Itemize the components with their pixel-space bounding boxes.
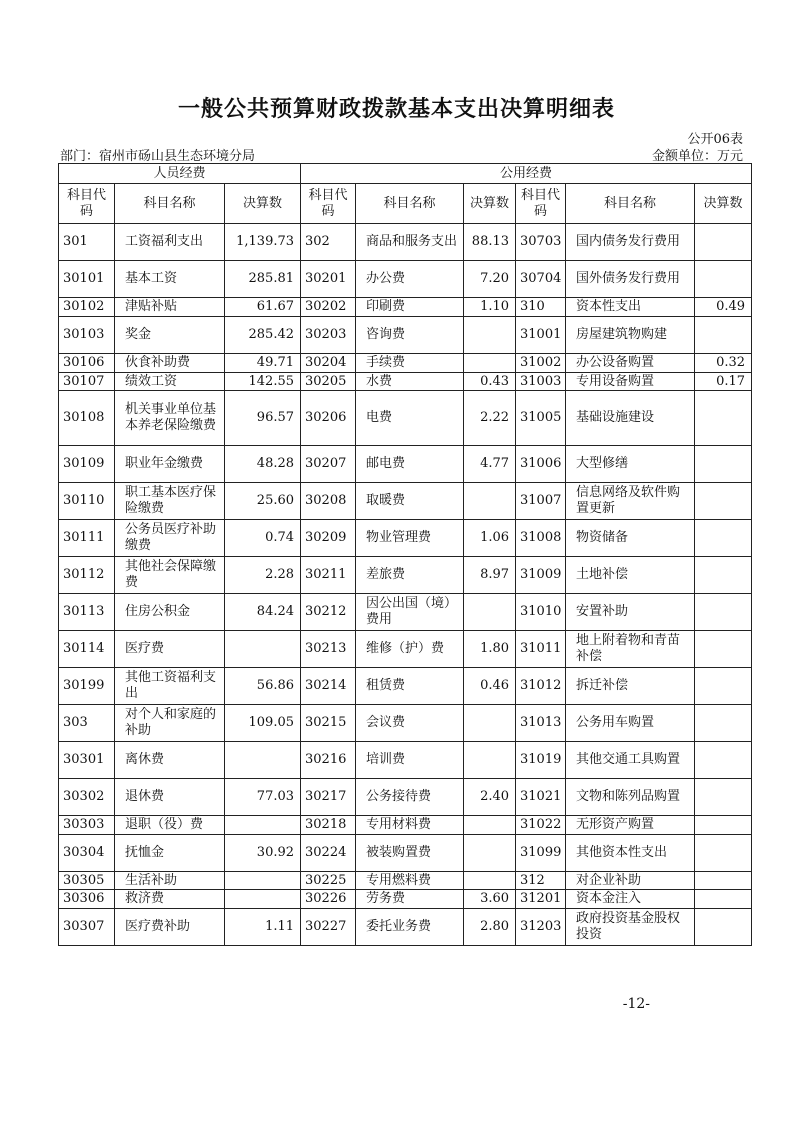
cell-amount: 84.24 [225, 594, 301, 631]
cell-code: 30208 [301, 483, 356, 520]
cell-name: 因公出国（境）费用 [356, 594, 464, 631]
cell-code: 301 [59, 224, 115, 261]
cell-code: 31099 [516, 835, 566, 872]
cell-amount: 0.74 [225, 520, 301, 557]
cell-amount [464, 317, 516, 354]
cell-code: 30207 [301, 446, 356, 483]
cell-name: 印刷费 [356, 298, 464, 317]
table-row [59, 557, 752, 594]
table-row [59, 705, 752, 742]
cell-code: 31007 [516, 483, 566, 520]
cell-name: 办公设备购置 [566, 354, 695, 373]
cell-code: 30209 [301, 520, 356, 557]
cell-name: 离休费 [115, 742, 225, 779]
department-label: 部门：宿州市砀山县生态环境分局 [60, 149, 256, 164]
col-header-name: 科目名称 [356, 184, 464, 224]
cell-name: 其他社会保障缴费 [115, 557, 225, 594]
cell-amount [695, 520, 752, 557]
cell-name: 拆迁补偿 [566, 668, 695, 705]
cell-amount: 25.60 [225, 483, 301, 520]
cell-name: 物业管理费 [356, 520, 464, 557]
cell-name: 医疗费补助 [115, 909, 225, 946]
cell-amount: 8.97 [464, 557, 516, 594]
cell-name: 对个人和家庭的补助 [115, 705, 225, 742]
cell-code: 30199 [59, 668, 115, 705]
cell-amount: 285.81 [225, 261, 301, 298]
cell-name: 国外债务发行费用 [566, 261, 695, 298]
cell-name: 委托业务费 [356, 909, 464, 946]
cell-name: 救济费 [115, 890, 225, 909]
cell-name: 生活补助 [115, 872, 225, 890]
cell-name: 退职（役）费 [115, 816, 225, 835]
cell-name: 国内债务发行费用 [566, 224, 695, 261]
cell-amount [695, 391, 752, 446]
cell-name: 其他交通工具购置 [566, 742, 695, 779]
cell-code: 30304 [59, 835, 115, 872]
cell-code: 30103 [59, 317, 115, 354]
cell-amount [225, 872, 301, 890]
cell-amount: 109.05 [225, 705, 301, 742]
cell-amount: 0.32 [695, 354, 752, 373]
cell-amount [695, 742, 752, 779]
cell-code: 30224 [301, 835, 356, 872]
cell-amount [695, 224, 752, 261]
cell-name: 培训费 [356, 742, 464, 779]
table-row [59, 909, 752, 946]
cell-amount: 142.55 [225, 373, 301, 391]
table-row [59, 373, 752, 391]
table-row [59, 872, 752, 890]
cell-name: 土地补偿 [566, 557, 695, 594]
amount-unit-label: 金额单位：万元 [651, 149, 743, 164]
cell-code: 31002 [516, 354, 566, 373]
cell-amount [695, 779, 752, 816]
cell-code: 30107 [59, 373, 115, 391]
cell-name: 邮电费 [356, 446, 464, 483]
cell-name: 资本金注入 [566, 890, 695, 909]
cell-code: 31022 [516, 816, 566, 835]
cell-name: 文物和陈列品购置 [566, 779, 695, 816]
cell-name: 差旅费 [356, 557, 464, 594]
cell-name: 政府投资基金股权投资 [566, 909, 695, 946]
cell-code: 31005 [516, 391, 566, 446]
cell-amount: 1,139.73 [225, 224, 301, 261]
cell-amount: 0.49 [695, 298, 752, 317]
table-row [59, 835, 752, 872]
cell-amount [225, 816, 301, 835]
cell-name: 水费 [356, 373, 464, 391]
cell-code: 31006 [516, 446, 566, 483]
table-row [59, 631, 752, 668]
cell-amount [695, 631, 752, 668]
cell-amount: 2.40 [464, 779, 516, 816]
cell-code: 31201 [516, 890, 566, 909]
cell-name: 大型修缮 [566, 446, 695, 483]
cell-code: 30212 [301, 594, 356, 631]
cell-code: 30109 [59, 446, 115, 483]
cell-name: 职工基本医疗保险缴费 [115, 483, 225, 520]
table-row [59, 816, 752, 835]
cell-name: 取暖费 [356, 483, 464, 520]
cell-name: 基础设施建设 [566, 391, 695, 446]
cell-amount [464, 835, 516, 872]
cell-amount [695, 909, 752, 946]
cell-amount: 1.10 [464, 298, 516, 317]
cell-name: 专用材料费 [356, 816, 464, 835]
cell-name: 其他资本性支出 [566, 835, 695, 872]
cell-name: 职业年金缴费 [115, 446, 225, 483]
cell-code: 30112 [59, 557, 115, 594]
cell-amount: 1.11 [225, 909, 301, 946]
cell-code: 30218 [301, 816, 356, 835]
cell-amount [695, 705, 752, 742]
cell-code: 30306 [59, 890, 115, 909]
cell-amount [695, 483, 752, 520]
cell-code: 310 [516, 298, 566, 317]
cell-name: 伙食补助费 [115, 354, 225, 373]
cell-amount: 7.20 [464, 261, 516, 298]
cell-amount [695, 261, 752, 298]
group-header-public: 公用经费 [301, 164, 752, 184]
cell-name: 公务员医疗补助缴费 [115, 520, 225, 557]
col-header-name: 科目名称 [566, 184, 695, 224]
table-row [59, 317, 752, 354]
col-header-amount: 决算数 [464, 184, 516, 224]
cell-name: 商品和服务支出 [356, 224, 464, 261]
table-row [59, 261, 752, 298]
table-body [59, 224, 752, 946]
cell-name: 地上附着物和青苗补偿 [566, 631, 695, 668]
cell-amount: 3.60 [464, 890, 516, 909]
cell-name: 对企业补助 [566, 872, 695, 890]
col-header-amount: 决算数 [225, 184, 301, 224]
cell-code: 30217 [301, 779, 356, 816]
table-row [59, 520, 752, 557]
cell-code: 30302 [59, 779, 115, 816]
table-row [59, 890, 752, 909]
cell-amount [695, 890, 752, 909]
cell-code: 30215 [301, 705, 356, 742]
cell-amount [464, 354, 516, 373]
cell-amount [225, 742, 301, 779]
cell-amount: 2.22 [464, 391, 516, 446]
cell-amount: 48.28 [225, 446, 301, 483]
cell-name: 安置补助 [566, 594, 695, 631]
cell-code: 30102 [59, 298, 115, 317]
cell-name: 办公费 [356, 261, 464, 298]
cell-code: 30211 [301, 557, 356, 594]
table-row [59, 742, 752, 779]
cell-amount: 1.80 [464, 631, 516, 668]
cell-name: 房屋建筑物购建 [566, 317, 695, 354]
cell-amount: 77.03 [225, 779, 301, 816]
table-row [59, 594, 752, 631]
cell-amount [695, 557, 752, 594]
cell-amount [464, 705, 516, 742]
document-title: 一般公共预算财政拨款基本支出决算明细表 [177, 96, 615, 122]
cell-code: 30206 [301, 391, 356, 446]
page-number: -12- [622, 996, 650, 1012]
table-row [59, 446, 752, 483]
cell-amount: 30.92 [225, 835, 301, 872]
cell-code: 30214 [301, 668, 356, 705]
cell-amount: 2.28 [225, 557, 301, 594]
cell-amount: 88.13 [464, 224, 516, 261]
cell-code: 30201 [301, 261, 356, 298]
col-header-code: 科目代码 [59, 184, 115, 224]
cell-code: 31003 [516, 373, 566, 391]
cell-name: 被装购置费 [356, 835, 464, 872]
cell-code: 30301 [59, 742, 115, 779]
cell-code: 30110 [59, 483, 115, 520]
cell-code: 30108 [59, 391, 115, 446]
cell-amount [695, 317, 752, 354]
cell-name: 维修（护）费 [356, 631, 464, 668]
cell-code: 30227 [301, 909, 356, 946]
expenditure-detail-table [58, 163, 752, 946]
cell-name: 公务用车购置 [566, 705, 695, 742]
cell-amount [464, 816, 516, 835]
cell-code: 30113 [59, 594, 115, 631]
col-header-code: 科目代码 [516, 184, 566, 224]
cell-amount: 61.67 [225, 298, 301, 317]
cell-code: 31019 [516, 742, 566, 779]
cell-code: 30204 [301, 354, 356, 373]
cell-code: 31010 [516, 594, 566, 631]
cell-code: 30216 [301, 742, 356, 779]
cell-code: 30213 [301, 631, 356, 668]
cell-name: 专用设备购置 [566, 373, 695, 391]
cell-name: 电费 [356, 391, 464, 446]
cell-name: 基本工资 [115, 261, 225, 298]
cell-code: 30203 [301, 317, 356, 354]
cell-code: 303 [59, 705, 115, 742]
cell-amount [695, 594, 752, 631]
cell-amount [464, 594, 516, 631]
cell-amount: 0.43 [464, 373, 516, 391]
cell-code: 30225 [301, 872, 356, 890]
cell-amount [225, 631, 301, 668]
cell-code: 302 [301, 224, 356, 261]
cell-name: 住房公积金 [115, 594, 225, 631]
cell-amount [695, 872, 752, 890]
cell-amount: 96.57 [225, 391, 301, 446]
cell-amount: 285.42 [225, 317, 301, 354]
cell-code: 30703 [516, 224, 566, 261]
table-row [59, 298, 752, 317]
cell-name: 会议费 [356, 705, 464, 742]
cell-code: 30114 [59, 631, 115, 668]
table-row [59, 391, 752, 446]
cell-code: 30307 [59, 909, 115, 946]
cell-amount: 4.77 [464, 446, 516, 483]
cell-amount: 56.86 [225, 668, 301, 705]
cell-name: 手续费 [356, 354, 464, 373]
cell-name: 无形资产购置 [566, 816, 695, 835]
col-header-code: 科目代码 [301, 184, 356, 224]
cell-name: 劳务费 [356, 890, 464, 909]
cell-name: 抚恤金 [115, 835, 225, 872]
cell-code: 31009 [516, 557, 566, 594]
cell-name: 机关事业单位基本养老保险缴费 [115, 391, 225, 446]
cell-amount [464, 742, 516, 779]
table-row [59, 224, 752, 261]
cell-amount: 0.17 [695, 373, 752, 391]
cell-code: 30226 [301, 890, 356, 909]
cell-amount [695, 668, 752, 705]
cell-name: 咨询费 [356, 317, 464, 354]
cell-code: 31001 [516, 317, 566, 354]
cell-amount [695, 835, 752, 872]
form-number: 公开06表 [687, 132, 743, 147]
cell-amount [225, 890, 301, 909]
cell-amount [464, 483, 516, 520]
cell-name: 资本性支出 [566, 298, 695, 317]
col-header-name: 科目名称 [115, 184, 225, 224]
cell-code: 30303 [59, 816, 115, 835]
table-row [59, 779, 752, 816]
table-row [59, 354, 752, 373]
cell-name: 医疗费 [115, 631, 225, 668]
cell-name: 退休费 [115, 779, 225, 816]
table-row [59, 668, 752, 705]
cell-name: 信息网络及软件购置更新 [566, 483, 695, 520]
cell-name: 物资储备 [566, 520, 695, 557]
cell-code: 30111 [59, 520, 115, 557]
table-row [59, 483, 752, 520]
cell-code: 30202 [301, 298, 356, 317]
cell-code: 31021 [516, 779, 566, 816]
cell-code: 30106 [59, 354, 115, 373]
cell-amount [695, 816, 752, 835]
cell-name: 公务接待费 [356, 779, 464, 816]
cell-name: 专用燃料费 [356, 872, 464, 890]
cell-code: 30101 [59, 261, 115, 298]
cell-name: 租赁费 [356, 668, 464, 705]
group-header-personnel: 人员经费 [59, 164, 301, 184]
cell-code: 312 [516, 872, 566, 890]
cell-amount: 2.80 [464, 909, 516, 946]
cell-amount: 1.06 [464, 520, 516, 557]
cell-name: 绩效工资 [115, 373, 225, 391]
cell-name: 津贴补贴 [115, 298, 225, 317]
cell-code: 31008 [516, 520, 566, 557]
cell-code: 31011 [516, 631, 566, 668]
cell-amount: 49.71 [225, 354, 301, 373]
cell-amount [695, 446, 752, 483]
cell-name: 其他工资福利支出 [115, 668, 225, 705]
cell-amount [464, 872, 516, 890]
cell-code: 31012 [516, 668, 566, 705]
cell-code: 30205 [301, 373, 356, 391]
cell-name: 奖金 [115, 317, 225, 354]
cell-name: 工资福利支出 [115, 224, 225, 261]
cell-code: 30704 [516, 261, 566, 298]
cell-code: 30305 [59, 872, 115, 890]
cell-amount: 0.46 [464, 668, 516, 705]
col-header-amount: 决算数 [695, 184, 752, 224]
cell-code: 31203 [516, 909, 566, 946]
cell-code: 31013 [516, 705, 566, 742]
